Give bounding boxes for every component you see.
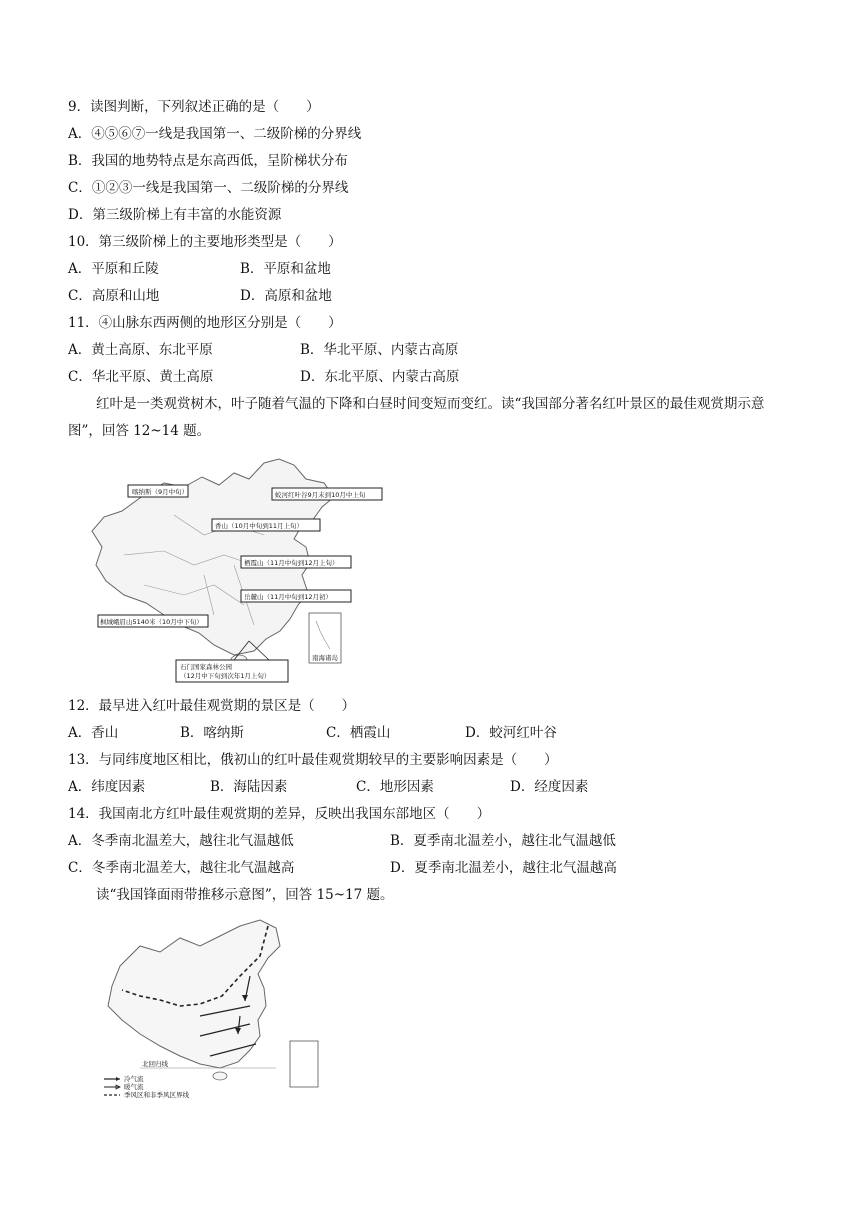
q14-option-b: B．夏季南北温差小，越往北气温越低 [390, 833, 616, 849]
q11-option-d: D．东北平原、内蒙古高原 [300, 369, 460, 385]
q12-option-b: B．喀纳斯 [180, 725, 244, 741]
kanas-label: 喀纳斯（9月中旬） [132, 488, 189, 496]
shimen-label: 石门国家森林公园 [180, 663, 232, 671]
q14-option-c: C．冬季南北温差大，越往北气温越高 [68, 860, 295, 876]
q10-option-a: A．平原和丘陵 [68, 261, 159, 277]
yuelu-label: 岳麓山（11月中旬到12月初） [244, 593, 333, 601]
q9-option-a: A．④⑤⑥⑦一线是我国第一、二级阶梯的分界线 [68, 126, 362, 142]
q13-option-b: B．海陆因素 [210, 779, 288, 795]
q13-option-a: A．纬度因素 [68, 779, 146, 795]
q14-stem: 14．我国南北方红叶最佳观赏期的差异，反映出我国东部地区（ ） [68, 806, 491, 822]
q12-option-d: D．蛟河红叶谷 [465, 725, 557, 741]
q10-option-c: C．高原和山地 [68, 288, 160, 304]
south-sea-inset-2 [290, 1041, 318, 1087]
q12-stem: 12．最早进入红叶最佳观赏期的景区是（ ） [68, 698, 356, 714]
xiangshan-label: 香山（10月中旬到11月上旬） [215, 522, 304, 530]
q13-option-d: D．经度因素 [510, 779, 589, 795]
tropic-label: 北回归线 [142, 1060, 168, 1068]
intro-red-leaves: 红叶是一类观赏树木，叶子随着气温的下降和白昼时间变短而变红。读“我国部分著名红叶景区的最佳观赏期示意图”，回答 12~14 题。 [68, 396, 765, 439]
q14-option-a: A．冬季南北温差大，越往北气温越低 [68, 833, 294, 849]
q12-option-a: A．香山 [68, 725, 119, 741]
rain-belt-map [100, 916, 325, 1101]
q11-option-a: A．黄土高原、东北平原 [68, 342, 213, 358]
qixia-label: 栖霞山（11月中旬到12月上旬） [244, 559, 339, 567]
q12-option-c: C．栖霞山 [326, 725, 391, 741]
inset-label: 南海诸岛 [312, 654, 338, 662]
q14-option-d: D．夏季南北温差小，越往北气温越高 [390, 860, 617, 876]
shimen-period-label: （12月中下旬到次年1月上旬） [180, 672, 271, 680]
intro-rain-belt: 读“我国锋面雨带推移示意图”，回答 15~17 题。 [96, 887, 394, 903]
q10-option-d: D．高原和盆地 [240, 288, 332, 304]
q11-option-c: C．华北平原、黄土高原 [68, 369, 214, 385]
red-leaf-map [84, 455, 384, 685]
legend-cold: 冷气流 [124, 1075, 144, 1083]
q11-option-b: B．华北平原、内蒙古高原 [300, 342, 459, 358]
q9-stem: 9．读图判断，下列叙述正确的是（ ） [68, 99, 320, 115]
q11-stem: 11．④山脉东西两侧的地形区分别是（ ） [68, 315, 342, 331]
q9-option-b: B．我国的地势特点是东高西低，呈阶梯状分布 [68, 153, 348, 169]
emei-label: 枫城峨眉山5140米（10月中下旬） [100, 618, 203, 626]
q13-option-c: C．地形因素 [356, 779, 434, 795]
q9-option-d: D．第三级阶梯上有丰富的水能资源 [68, 207, 282, 223]
legend-boundary: 季风区和非季风区界线 [124, 1091, 189, 1099]
jiaohe-label: 蛟河红叶谷9月末到10月中上旬 [275, 491, 366, 499]
q10-stem: 10．第三级阶梯上的主要地形类型是（ ） [68, 234, 342, 250]
q13-stem: 13．与同纬度地区相比，俄初山的红叶最佳观赏期较早的主要影响因素是（ ） [68, 752, 558, 768]
q10-option-b: B．平原和盆地 [240, 261, 331, 277]
legend-warm: 暖气流 [124, 1083, 144, 1091]
q9-option-c: C．①②③一线是我国第一、二级阶梯的分界线 [68, 180, 349, 196]
